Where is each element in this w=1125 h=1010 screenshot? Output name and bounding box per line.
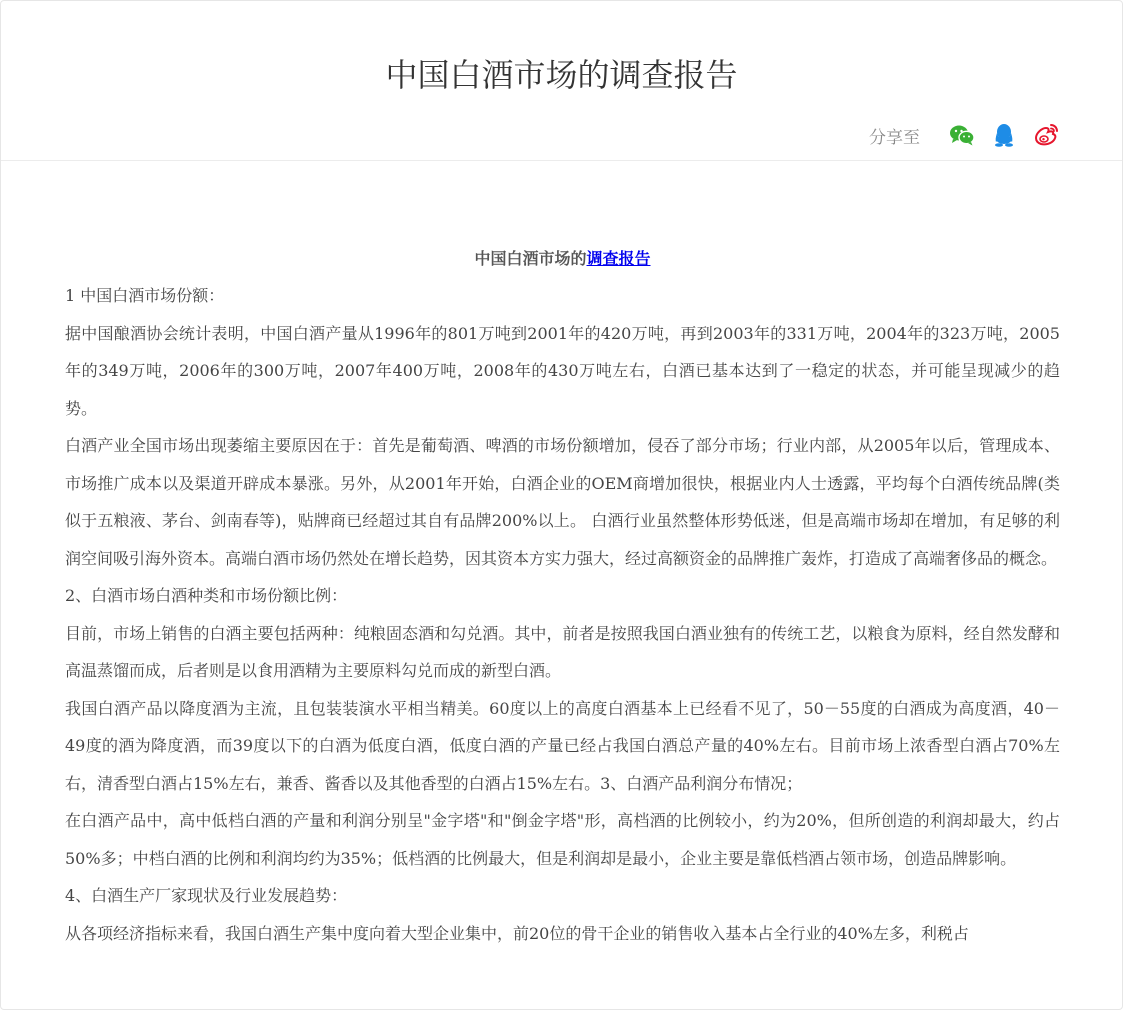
article-body [1, 245, 1122, 952]
wechat-icon[interactable] [948, 121, 976, 149]
article-heading-text: 中国白酒市场的 [474, 249, 587, 268]
weibo-icon[interactable] [1032, 121, 1060, 149]
page-title: 中国白酒市场的调查报告 [385, 56, 738, 94]
section-heading-1: 1 中国白酒市场份额： [65, 286, 225, 305]
qq-icon[interactable] [990, 121, 1018, 149]
share-label: 分享至 [869, 127, 920, 148]
paragraph-degree: 我国白酒产品以降度酒为主流，且包装装演水平相当精美。60度以上的高度白酒基本上已经看不见了，50－55度的白酒成为高度酒，40－49度的酒为降度酒，而39度以下的白酒为低度白酒，低度白酒的产量已经占我国白酒总产量的40%左右。目前市场上浓香型白酒占70%左右，清香型白酒占15%左右，兼香、酱香以及其他香型的白酒占15%左右。3、白酒产品利润分布情况； [65, 698, 1060, 793]
article-heading [65, 245, 1060, 273]
paragraph-types: 目前，市场上销售的白酒主要包括两种：纯粮固态酒和勾兑酒。其中，前者是按照我国白酒业独有的传统工艺，以粮食为原料，经自然发酵和高温蒸馏而成，后者则是以食用酒精为主要原料勾兑而成的新型白酒。 [65, 623, 1060, 680]
section-heading-4: 4、白酒生产厂家现状及行业发展趋势： [65, 886, 348, 905]
article-header [1, 1, 1122, 161]
paragraph-profit: 在白酒产品中，高中低档白酒的产量和利润分别呈"金字塔"和"倒金字塔"形，高档酒的比例较小，约为20%，但所创造的利润却最大，约占50%多；中档白酒的比例和利润均约为35%；低档酒的比例最大，但是利润却是最小，企业主要是靠低档酒占领市场，创造品牌影响。 [65, 811, 1060, 868]
paragraph-market-shrink: 白酒产业全国市场出现萎缩主要原因在于：首先是葡萄酒、啤酒的市场份额增加，侵吞了部分市场；行业内部，从2005年以后，管理成本、市场推广成本以及渠道开辟成本暴涨。另外，从2001年开始，白酒企业的OEM商增加很快，根据业内人士透露，平均每个白酒传统品牌(类似于五粮液、茅台、剑南春等)，贴牌商已经超过其自有品牌200%以上。 白酒行业虽然整体形势低迷，但是高端市场却在增加，有足够的利润空间吸引海外资本。高端白酒市场仍然处在增长趋势，因其资本方实力强大，经过高额资金的品牌推广轰炸，打造成了高端奢侈品的概念。 [65, 436, 1060, 568]
report-link[interactable]: 调查报告 [586, 249, 651, 268]
share-bar [869, 120, 1060, 150]
section-heading-2: 2、白酒市场白酒种类和市场份额比例： [65, 586, 348, 605]
paragraph-manufacturers: 从各项经济指标来看，我国白酒生产集中度向着大型企业集中，前20位的骨干企业的销售收入基本占全行业的40%左多，利税占 [65, 923, 969, 943]
paragraph-production: 据中国酿酒协会统计表明，中国白酒产量从1996年的801万吨到2001年的420万吨，再到2003年的331万吨，2004年的323万吨，2005年的349万吨，2006年的300万吨，2007年400万吨，2008年的430万吨左右，白酒已基本达到了一稳定的状态，并可能呈现减少的趋势。 [65, 323, 1060, 418]
